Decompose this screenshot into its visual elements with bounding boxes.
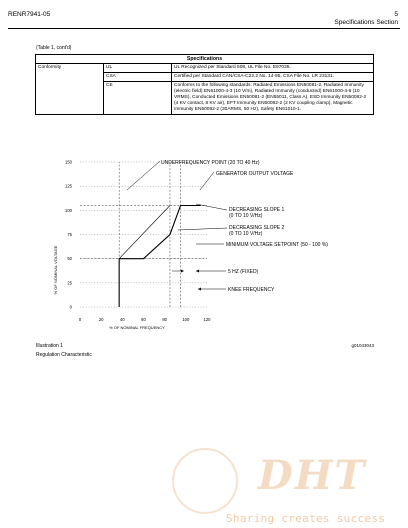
annotation-5hz: 5 HZ (FIXED)	[228, 269, 259, 275]
watermark-tagline: Sharing creates success	[226, 512, 386, 525]
x-axis-label: % OF NOMINAL FREQUENCY	[109, 325, 165, 330]
annotation-slope1-range: (0 TO 10 V/Hz)	[229, 213, 263, 219]
y-tick-label: 50	[67, 256, 72, 262]
y-tick-label: 150	[65, 159, 72, 165]
section-title: Specifications Section	[334, 19, 398, 26]
figure-number: g01043043	[351, 343, 374, 348]
y-tick-label: 100	[65, 207, 72, 213]
y-tick-label: 75	[67, 232, 72, 237]
row-label: UL	[104, 64, 172, 73]
row-label: CE	[104, 82, 172, 115]
x-tick-label: 0	[78, 317, 82, 322]
annotation-knee: KNEE FREQUENCY	[228, 287, 275, 293]
y-tick-label: 0	[69, 304, 72, 310]
row-text: Conforms to the following standards: Radiated Emissions EN50081-2, Radiated Immunity (electric field) EN61000-4-3 (10 V/m), Radiated Immunity (conducted) EN61000-4-6 (10 VRMS), Conducted Emissions EN50081-2 (EN55011, Class A), ESD Immunity EN50082-2 (4 KV contact, 8 KV air), EFT Immunity EN50082-2 (2 KV coupling clamp), Magnetic Immunity EN50082-2 (30ARMS, 50 Hz), Safety EN61010-1.	[172, 82, 374, 115]
annotation-generator-voltage: GENERATOR OUTPUT VOLTAGE	[216, 171, 294, 177]
x-tick-label: 40	[119, 317, 125, 322]
doc-number: RENR7941-05	[8, 11, 51, 18]
x-tick-label: 20	[98, 317, 104, 322]
y-tick-label: 25	[67, 280, 72, 286]
annotation-slope2-range: (0 TO 10 V/Hz)	[229, 231, 263, 237]
watermark-logo: DHT	[258, 452, 367, 499]
x-tick-label: 100	[182, 317, 190, 322]
figure-caption: Regulation Characteristic	[36, 352, 92, 358]
voltage-curve-line	[119, 206, 200, 308]
x-tick-label: 60	[141, 317, 146, 322]
illustration-label: Illustration 1	[36, 343, 63, 349]
table-heading: Specifications	[36, 55, 374, 64]
watermark-circle	[172, 448, 238, 514]
row-text: Certified per Standard CAN/CSA-C22.2 No. 14-95, CSA File No. LR 23131.	[172, 73, 374, 82]
annotation-slope1: DECREASING SLOPE 1	[229, 207, 285, 213]
slope-line	[119, 206, 170, 259]
row-text: UL Recognized per Standard 508, UL File No. E97035.	[172, 64, 374, 73]
annotation-underfrequency: UNDERFREQUENCY POINT (20 TO 40 Hz)	[161, 160, 260, 166]
y-axis-label: % OF NOMINAL VOLTAGE	[53, 245, 58, 295]
annotation-min-voltage: MINIMUM VOLTAGE SETPOINT (50 - 100 %)	[226, 242, 328, 248]
y-tick-label: 125	[65, 183, 72, 189]
row-label: CSA	[104, 73, 172, 82]
x-tick-label: 80	[162, 317, 168, 322]
annotation-slope2: DECREASING SLOPE 2	[229, 225, 285, 231]
table-caption: (Table 1, cont'd)	[36, 45, 72, 51]
page-number: 5	[394, 11, 398, 18]
x-tick-label: 120	[203, 317, 211, 322]
category-cell: Conformity	[36, 64, 104, 115]
